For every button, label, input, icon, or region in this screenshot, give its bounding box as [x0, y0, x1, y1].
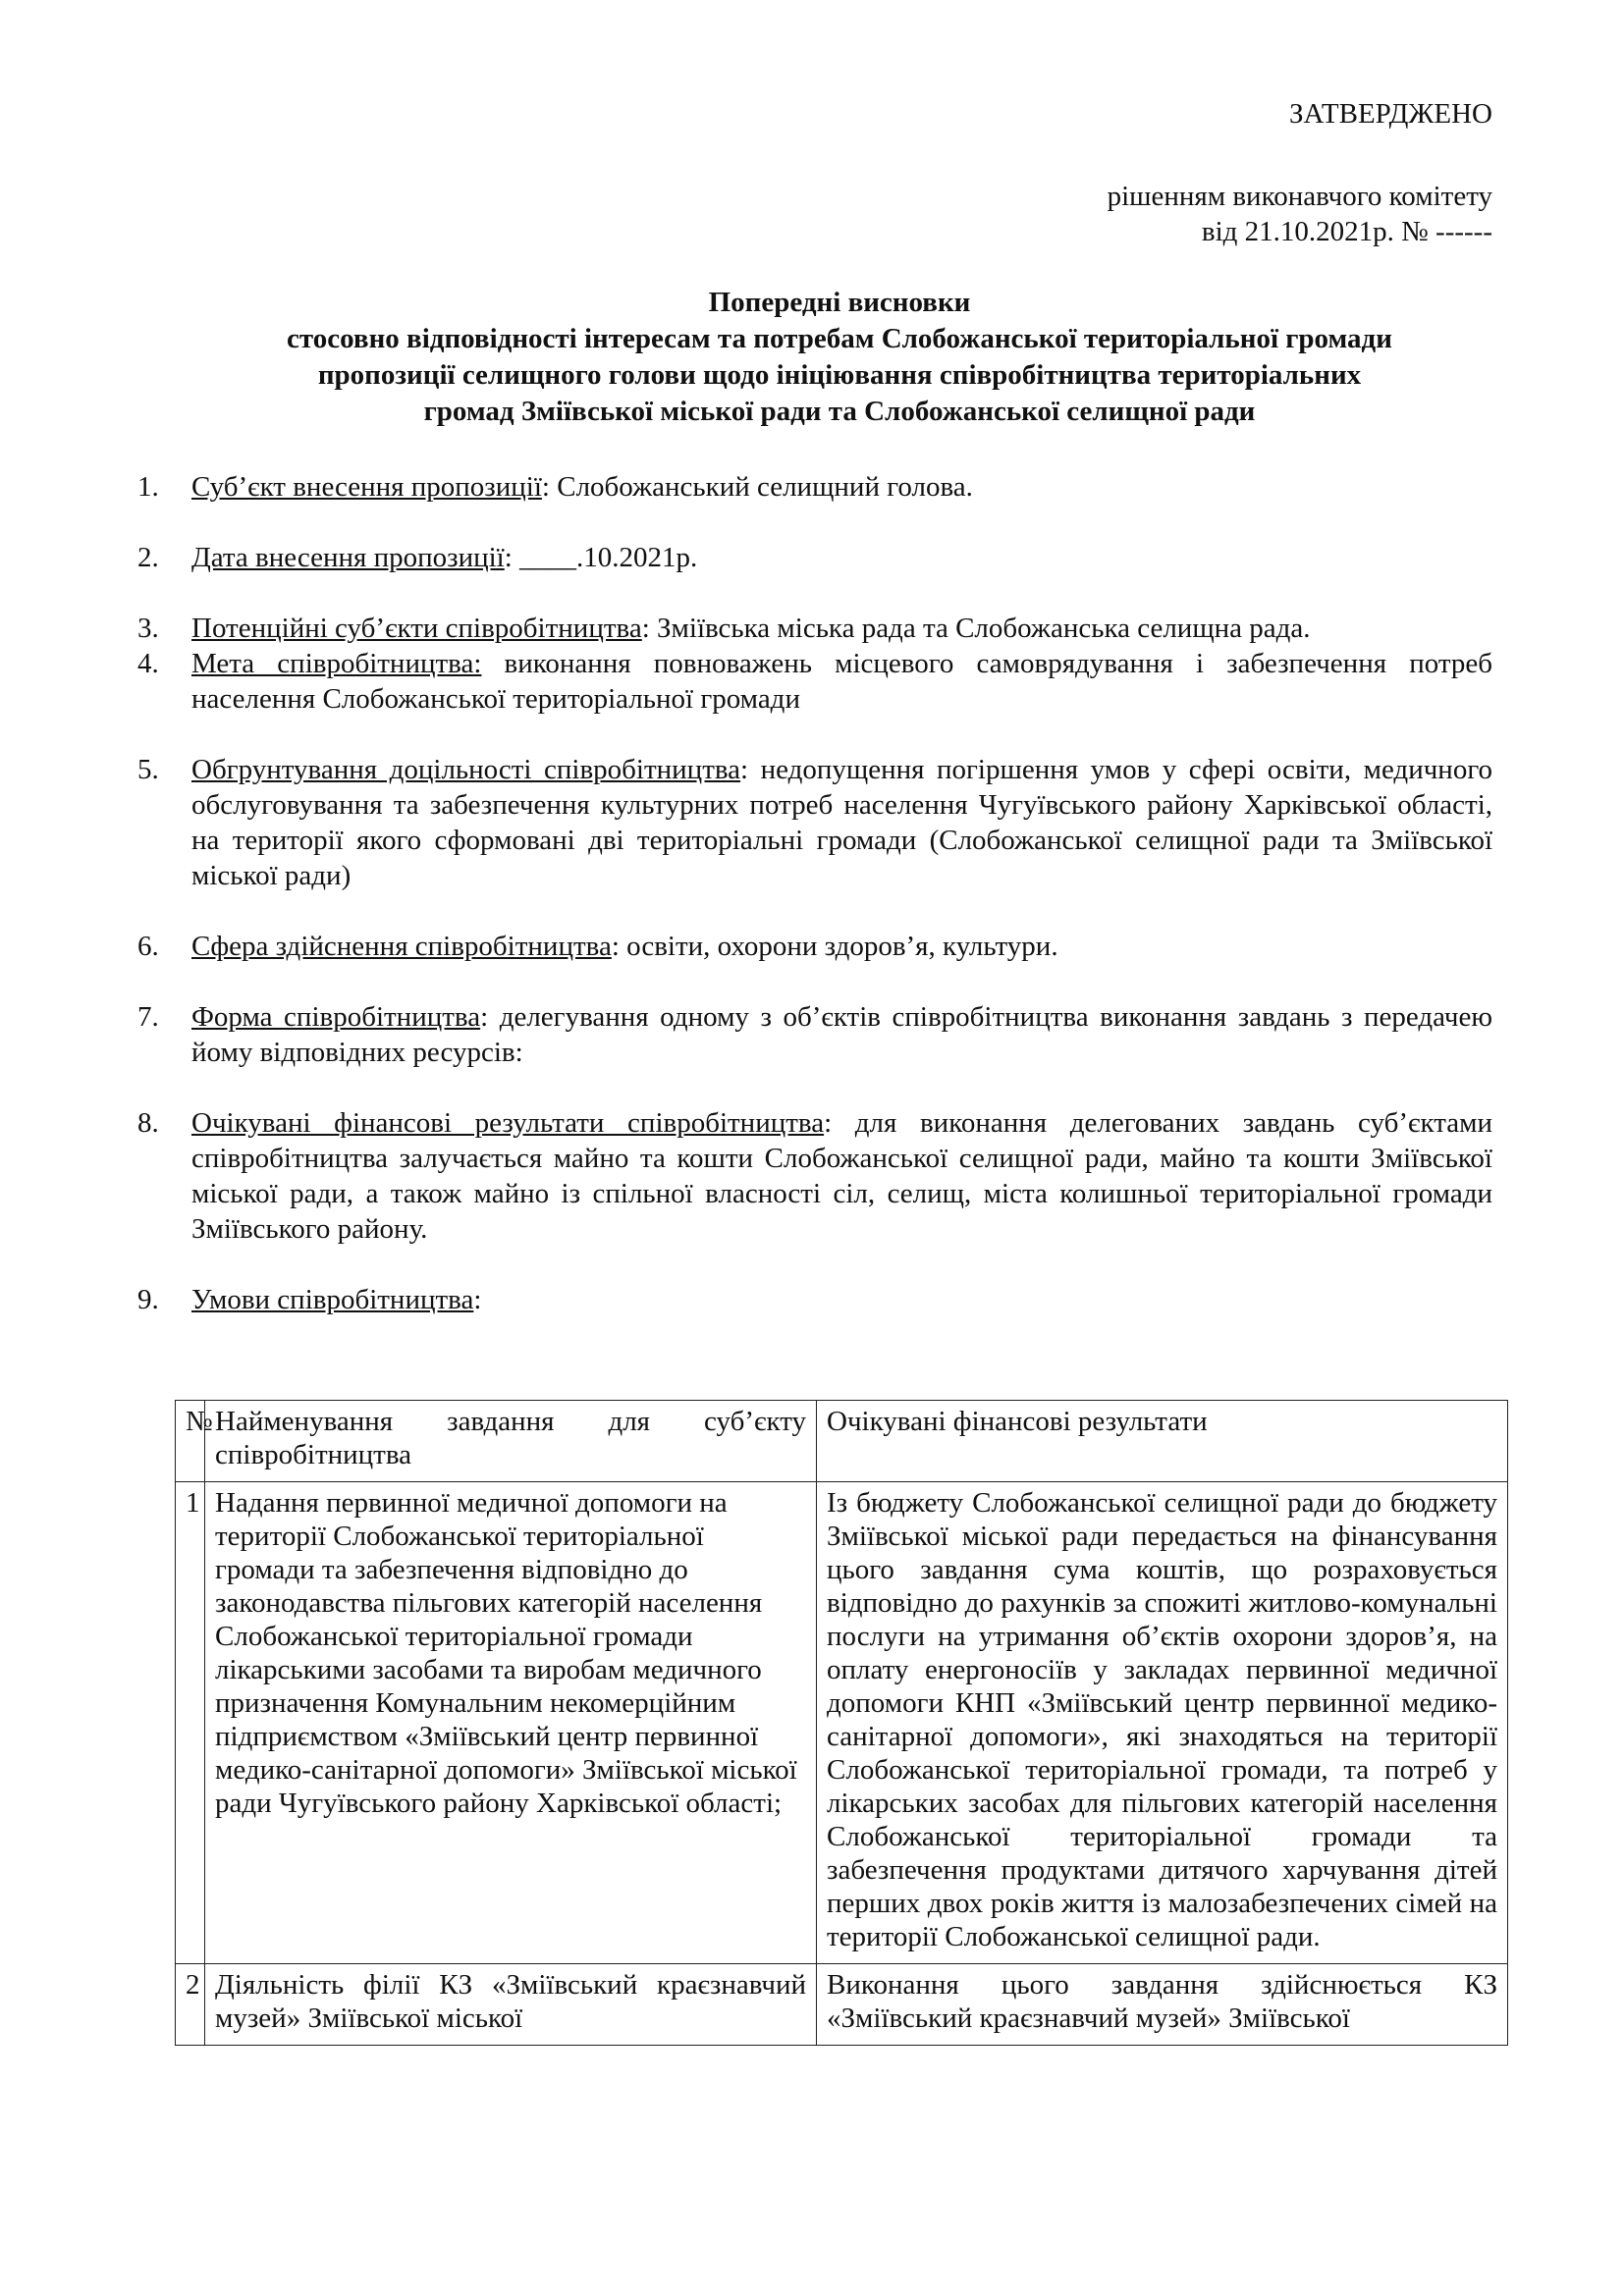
table-row [176, 1482, 1508, 1964]
row-number: 1 [176, 1482, 205, 1964]
item-text: : недопущення погіршення умов у сфері освіти, медичного обслуговування та забезпечення культурних потреб населення Чугуївського району Харківської області, на території якого сформовані дві територіальні громади (Слобожанської селищної ради та Зміївської міської ради) [191, 754, 1492, 891]
item-key: Мета співробітництва: [191, 648, 482, 679]
item-text: : делегування одному з об’єктів співробітництва виконання завдань з передачею йому відповідних ресурсів: [191, 1001, 1492, 1068]
item-number: 1. [137, 471, 159, 503]
item-key: Обгрунтування доцільності співробітництва [191, 754, 741, 785]
item-number: 5. [137, 754, 159, 785]
item-key: Потенційні суб’єкти співробітництва [191, 613, 642, 644]
item-number: 3. [137, 613, 159, 644]
item-text: : ____.10.2021р. [504, 542, 698, 573]
item-number: 9. [137, 1284, 159, 1315]
row-task: Діяльність філії КЗ «Зміївський краєзнавчий музей» Зміївської міської [205, 1964, 817, 2046]
item-number: 4. [137, 648, 159, 679]
approved-label: ЗАТВЕРДЖЕНО [1288, 98, 1492, 130]
item-text: : для виконання делегованих завдань суб’єктами співробітництва залучається майно та кошти Слобожанської селищної ради, майно та кошти Зміївської міської ради, а також майно із спільної власності сіл, селищ, міста колишньої територіальної громади Зміївського району. [191, 1107, 1492, 1245]
item-number: 2. [137, 542, 159, 573]
header-task: Найменування завдання для суб’єкту співробітництва [205, 1401, 817, 1482]
item-key: Форма співробітництва [191, 1001, 481, 1033]
list-item-5 [137, 752, 1492, 893]
item-text: : Зміївська міська рада та Слобожанська селищна рада. [641, 613, 1311, 644]
title-line-3: пропозиції селищного голови щодо ініціювання співробітництва територіальних [317, 359, 1362, 391]
approval-decision-line: рішенням виконавчого комітету [1107, 181, 1492, 212]
title-line-2: стосовно відповідності інтересам та потребам Слобожанської територіальної громади [287, 323, 1392, 354]
row-task: Надання первинної медичної допомоги на території Слобожанської територіальної громади та забезпечення відповідно до законодавства пільгових категорій населення Слобожанської територіальної громади лікарськими засобами та виробам медичного призначення Комунальним некомерційним підприємством «Зміївський центр первинної медико-санітарної допомоги» Зміївської міської ради Чугуївського району Харківської області; [205, 1482, 817, 1964]
item-key: Умови співробітництва [191, 1284, 474, 1315]
list-item-6 [137, 929, 1492, 964]
title-line-4: громад Зміївської міської ради та Слобожанської селищної ради [423, 396, 1256, 427]
item-key: Сфера здійснення співробітництва [191, 931, 612, 962]
list-item-1 [137, 469, 1492, 505]
item-text: : освіти, охорони здоров’я, культури. [611, 931, 1058, 962]
table-header-row [176, 1401, 1508, 1482]
item-key: Очікувані фінансові результати співробітництва [191, 1107, 825, 1139]
list-item-7 [137, 999, 1492, 1070]
table-row [176, 1964, 1508, 2046]
title-line-1: Попередні висновки [708, 287, 971, 318]
item-text: виконання повноважень місцевого самоврядування і забезпечення потреб населення Слобожанської територіальної громади [191, 648, 1492, 715]
approval-stamp [1108, 96, 1492, 249]
item-key: Дата внесення пропозиції [191, 542, 505, 573]
numbered-list [137, 469, 1492, 1317]
document-title [187, 285, 1492, 430]
list-item-9 [137, 1282, 1492, 1317]
item-text: : [473, 1284, 482, 1315]
item-text: : Слобожанський селищний голова. [541, 471, 973, 503]
header-number: № [176, 1401, 205, 1482]
item-number: 8. [137, 1107, 159, 1139]
list-item-8 [137, 1105, 1492, 1247]
conditions-table [175, 1400, 1508, 2046]
header-result: Очікувані фінансові результати [817, 1401, 1508, 1482]
item-number: 6. [137, 931, 159, 962]
row-number: 2 [176, 1964, 205, 2046]
row-result: Виконання цього завдання здійснюється КЗ «Зміївський краєзнавчий музей» Зміївської [817, 1964, 1508, 2046]
list-item-2 [137, 540, 1492, 575]
list-item-3 [137, 611, 1492, 646]
row-result: Із бюджету Слобожанської селищної ради до бюджету Зміївської міської ради передається на фінансування цього завдання сума коштів, що розраховується відповідно до рахунків за спожиті житлово-комунальні послуги на утримання об’єктів охорони здоров’я, на оплату енергоносіїв у закладах первинної медичної допомоги КНП «Зміївський центр первинної медико-санітарної допомоги», які знаходяться на території Слобожанської територіальної громади, та потреб у лікарських засобах для пільгових категорій населення Слобожанської територіальної громади та забезпечення продуктами дитячого харчування дітей перших двох років життя із малозабезпечених сімей на території Слобожанської селищної ради. [817, 1482, 1508, 1964]
list-item-4 [137, 646, 1492, 717]
item-number: 7. [137, 1001, 159, 1033]
item-key: Суб’єкт внесення пропозиції [191, 471, 542, 503]
approval-date-line: від 21.10.2021р. № ------ [1201, 216, 1492, 247]
